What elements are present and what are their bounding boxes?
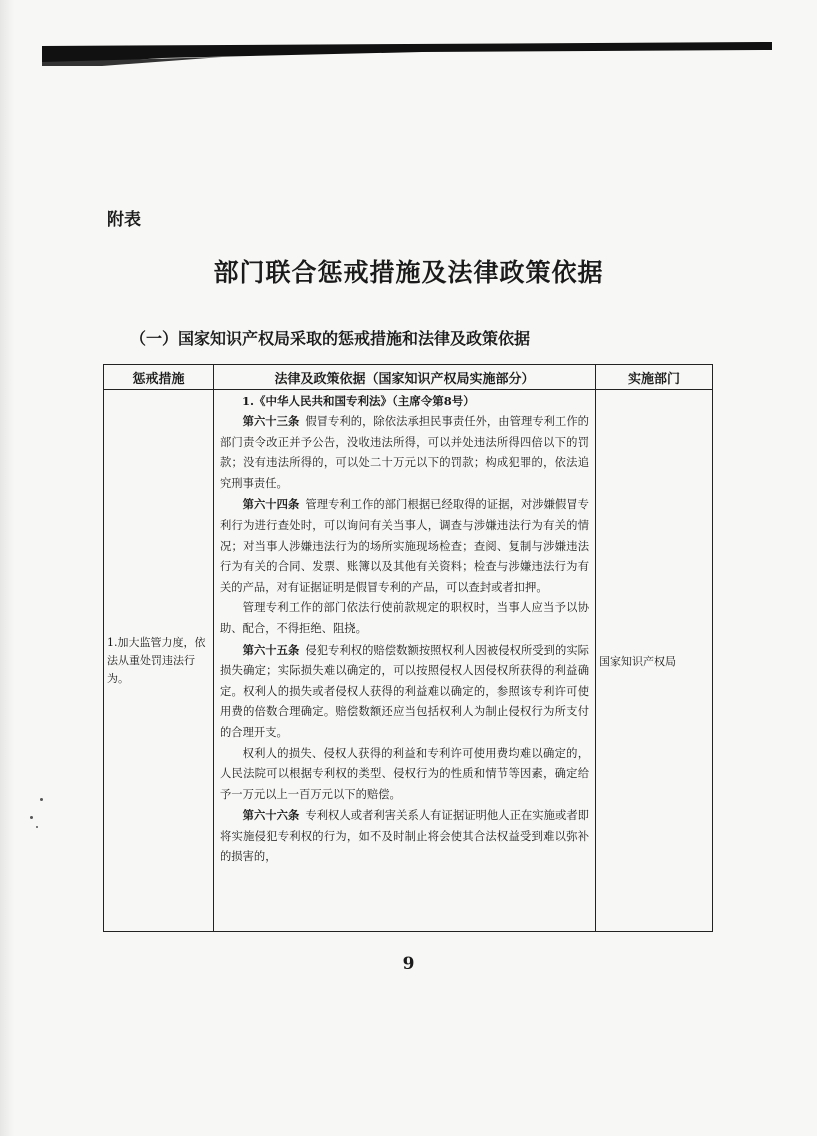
scan-artifact-bar: [42, 42, 772, 66]
article-paragraph: [220, 598, 589, 639]
article-text: 管理专利工作的部门依法行使前款规定的职权时，当事人应当予以协助、配合，不得拒绝、阻挠。: [220, 601, 589, 635]
table-header-row: [104, 365, 713, 390]
law-title: 1.《中华人民共和国专利法》（主席令第8号）: [242, 394, 475, 408]
article-paragraph: [220, 411, 589, 494]
measures-table: [103, 364, 713, 932]
article-number: 第六十五条: [242, 642, 300, 657]
scan-speck: [30, 816, 33, 819]
article-paragraph: [220, 640, 589, 744]
header-measure: 惩戒措施: [104, 365, 214, 390]
article-text: 侵犯专利权的赔偿数额按照权利人因被侵权所受到的实际损失确定；实际损失难以确定的，可以按照侵权人因侵权所获得的利益确定。权利人的损失或者侵权人获得的利益难以确定的，参照该专利许可使用费的倍数合理确定。赔偿数额还应当包括权利人为制止侵权行为所支付的合理开支。: [220, 643, 589, 739]
department-cell: 国家知识产权局: [596, 390, 713, 932]
article-paragraph: [220, 744, 589, 806]
article-text: 权利人的损失、侵权人获得的利益和专利许可使用费均难以确定的，人民法院可以根据专利权的类型、侵权行为的性质和情节等因素，确定给予一万元以上一百万元以下的赔偿。: [220, 746, 589, 801]
header-legal-basis: 法律及政策依据（国家知识产权局实施部分）: [214, 365, 596, 390]
page-number: 9: [402, 954, 415, 974]
article-number: 第六十三条: [242, 414, 300, 428]
article-text: 假冒专利的，除依法承担民事责任外，由管理专利工作的部门责令改正并予公告，没收违法所得，可以并处违法所得四倍以下的罚款；没有违法所得的，可以处二十万元以下的罚款；构成犯罪的，依法追究刑事责任。: [220, 415, 589, 490]
scan-speck: [40, 798, 43, 801]
document-title: 部门联合惩戒措施及法律政策依据: [213, 258, 604, 287]
article-number: 第六十六条: [242, 808, 300, 823]
article-text: 管理专利工作的部门根据已经取得的证据，对涉嫌假冒专利行为进行查处时，可以询问有关当事人，调查与涉嫌违法行为有关的情况；对当事人涉嫌违法行为的场所实施现场检查；查阅、复制与涉嫌违法行为有关的合同、发票、账簿以及其他有关资料；检查与涉嫌违法行为有关的产品，对有证据证明是假冒专利的产品，可以查封或者扣押。: [220, 498, 589, 594]
article-paragraph: [220, 805, 589, 868]
appendix-label: 附表: [107, 210, 141, 230]
scan-speck: [36, 826, 38, 828]
measure-cell: 1.加大监管力度，依法从重处罚违法行为。: [104, 390, 214, 932]
section-title: （一）国家知识产权局采取的惩戒措施和法律及政策依据: [130, 329, 531, 348]
table-row: [104, 390, 713, 932]
header-department: 实施部门: [596, 365, 713, 390]
article-paragraph: [220, 494, 589, 598]
article-number: 第六十四条: [242, 497, 300, 512]
legal-basis-cell: [214, 390, 596, 932]
article-text: 专利权人或者利害关系人有证据证明他人正在实施或者即将实施侵犯专利权的行为，如不及时制止将会使其合法权益受到难以弥补的损害的，: [220, 809, 589, 864]
